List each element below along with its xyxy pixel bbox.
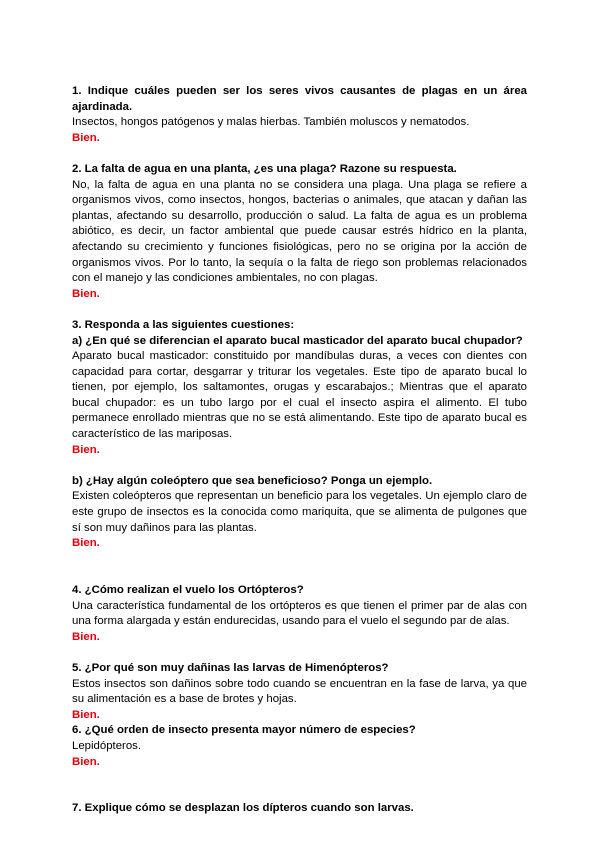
answer-1: Insectos, hongos patógenos y malas hierbas. También moluscos y nematodos. <box>72 116 470 129</box>
grade-6: Bien. <box>72 755 100 768</box>
question-4: 4. ¿Cómo realizan el vuelo los Ortópteros? <box>72 584 304 596</box>
answer-3b: Existen coleópteros que representan un beneficio para los vegetales. Un ejemplo claro de este grupo de insectos es la conocida como mariquita, que se alimenta de pulgones que sí son muy dañinos para las plantas. <box>72 490 527 534</box>
question-5: 5. ¿Por qué son muy dañinas las larvas de Himenópteros? <box>72 661 389 674</box>
grade-5: Bien. <box>72 708 100 721</box>
question-1: 1. Indique cuáles pueden ser los seres vivos causantes de plagas en un área ajardinada. <box>72 85 527 113</box>
question-2: 2. La falta de agua en una planta, ¿es una plaga? Razone su respuesta. <box>72 162 457 175</box>
item-4 <box>72 583 527 645</box>
answer-4: Una característica fundamental de los ortópteros es que tienen el primer par de alas con una forma alargada y están endurecidas, usando para el vuelo el segundo par de alas. <box>72 599 527 628</box>
grade-3a: Bien. <box>72 443 100 456</box>
item-5 <box>72 661 527 723</box>
item-7 <box>72 801 527 817</box>
item-3a <box>72 318 527 458</box>
item-1 <box>72 84 527 146</box>
question-3b: b) ¿Hay algún coleóptero que sea beneficioso? Ponga un ejemplo. <box>72 474 433 487</box>
item-6 <box>72 723 527 770</box>
question-3a: a) ¿En qué se diferencian el aparato bucal masticador del aparato bucal chupador? <box>72 334 523 347</box>
grade-3b: Bien. <box>72 537 100 550</box>
section-3-heading: 3. Responda a las siguientes cuestiones: <box>72 318 295 331</box>
item-2 <box>72 162 527 302</box>
answer-3a: Aparato bucal masticador: constituido por mandíbulas duras, a veces con dientes con capacidad para cortar, desgarrar y triturar los vegetales. Este tipo de aparato bucal lo tienen, por ejemplo, los saltamontes, orugas y escarabajos.; Mientras que el aparato bucal chupador: es un tubo largo por el cual el insecto aspira el alimento. El tubo permanece enrollado mientras que no se está alimentando. Este tipo de aparato bucal es característico de las mariposas. <box>72 350 527 441</box>
question-6: 6. ¿Qué orden de insecto presenta mayor número de especies? <box>72 724 416 737</box>
grade-4: Bien. <box>72 630 100 643</box>
answer-6: Lepidópteros. <box>72 739 142 752</box>
grade-2: Bien. <box>72 287 100 300</box>
question-7: 7. Explique cómo se desplazan los dípteros cuando son larvas. <box>72 802 414 815</box>
grade-1: Bien. <box>72 131 100 144</box>
document-page <box>72 84 527 817</box>
answer-2: No, la falta de agua en una planta no se considera una plaga. Una plaga se refiere a organismos vivos, como insectos, hongos, bacterias o animales, que atacan y dañan las plantas, afectando su desarrollo, producción o salud. La falta de agua es un problema abiótico, es decir, un factor ambiental que puede causar estrés hídrico en la planta, afectando su crecimiento y funciones fisiológicas, pero no se origina por la acción de organismos vivos. Por lo tanto, la sequía o la falta de riego son problemas relacionados con el manejo y las condiciones ambientales, no con plagas. <box>72 178 527 285</box>
answer-5: Estos insectos son dañinos sobre todo cuando se encuentran en la fase de larva, ya que su alimentación es a base de brotes y hojas. <box>72 677 527 706</box>
item-3b <box>72 474 527 552</box>
